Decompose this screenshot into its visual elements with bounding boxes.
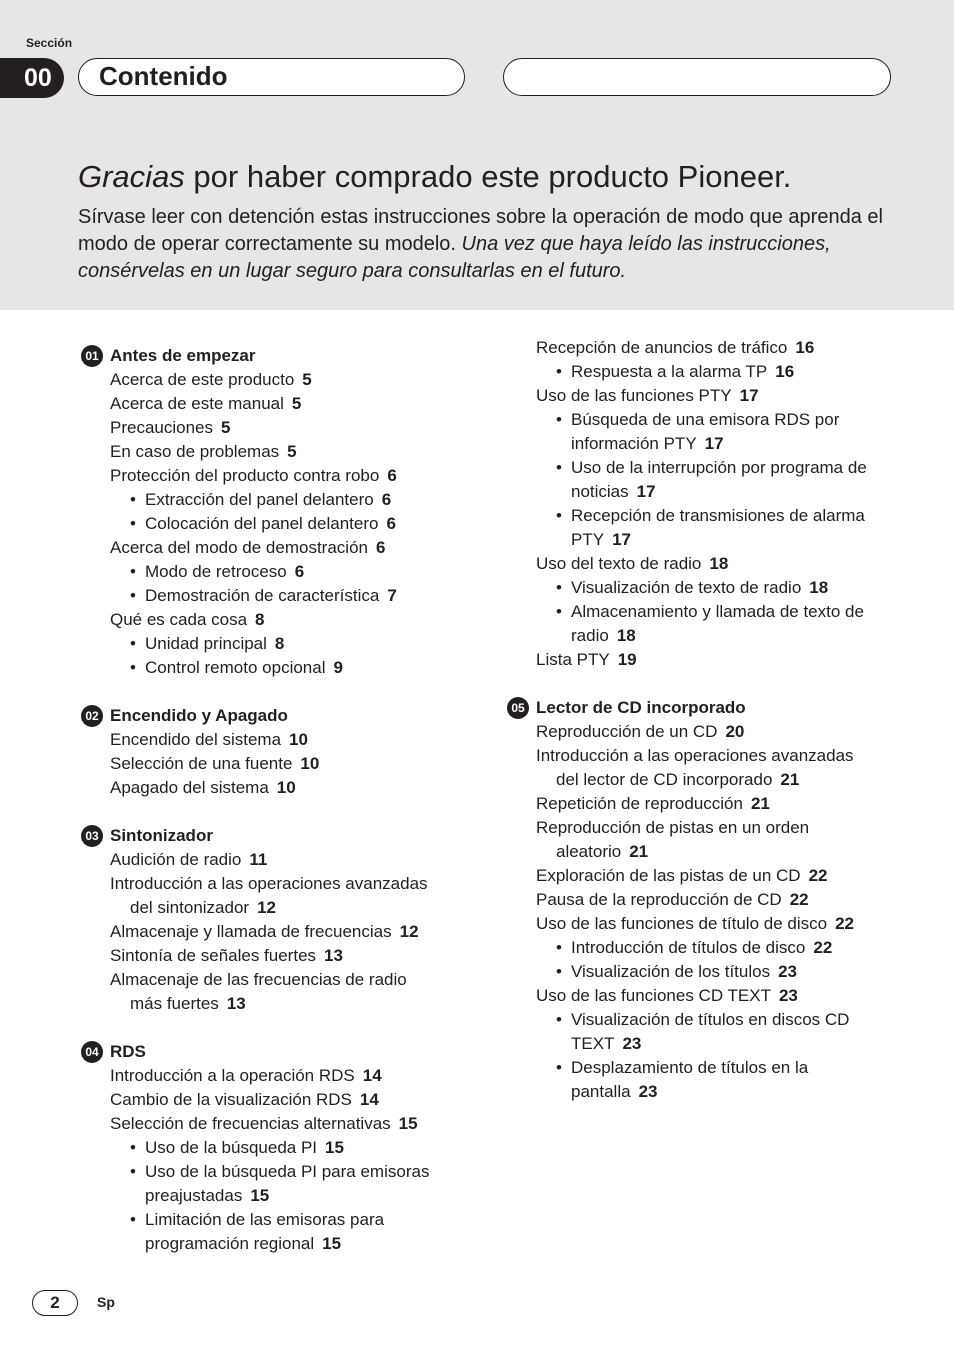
toc-entry[interactable]: Precauciones 5 xyxy=(110,418,231,437)
toc-subentry[interactable]: • Visualización de texto de radio 18 xyxy=(506,576,926,600)
toc-entry[interactable]: Acerca de este manual 5 xyxy=(110,394,302,413)
page-ref: 5 xyxy=(221,418,231,437)
toc-entry[interactable]: Qué es cada cosa 8 xyxy=(110,610,265,629)
chapter-badge: 01 xyxy=(81,345,103,367)
page-ref: 18 xyxy=(616,626,636,645)
page-ref: 23 xyxy=(638,1082,658,1101)
page-ref: 6 xyxy=(386,514,396,533)
page-ref: 17 xyxy=(739,386,759,405)
chapter-heading[interactable] xyxy=(80,344,500,368)
page-ref: 19 xyxy=(617,650,637,669)
page-ref: 22 xyxy=(813,938,833,957)
page-ref: 22 xyxy=(789,890,809,909)
toc-subentry[interactable]: • Visualización de los títulos 23 xyxy=(506,960,926,984)
toc-entry[interactable]: Apagado del sistema 10 xyxy=(110,778,296,797)
toc-entry[interactable]: Reproducción de pistas en un orden aleatorio 21 xyxy=(536,818,810,861)
page-ref: 10 xyxy=(289,730,308,749)
headline-rest: por haber comprado este producto Pioneer. xyxy=(184,159,792,194)
toc-subentry[interactable]: • Almacenamiento y llamada de texto de radio 18 xyxy=(506,600,926,648)
page-ref: 5 xyxy=(302,370,312,389)
toc-entry[interactable]: Recepción de anuncios de tráfico 16 xyxy=(536,338,815,357)
chapter-badge: 04 xyxy=(81,1041,103,1063)
page-ref: 15 xyxy=(250,1186,270,1205)
toc-entry[interactable]: Uso de las funciones CD TEXT 23 xyxy=(536,986,798,1005)
page-ref: 15 xyxy=(322,1234,342,1253)
page-ref: 17 xyxy=(704,434,724,453)
toc-subentry[interactable]: • Extracción del panel delantero 6 xyxy=(80,488,500,512)
page-ref: 6 xyxy=(375,538,386,557)
toc-entry[interactable]: Exploración de las pistas de un CD 22 xyxy=(536,866,828,885)
page-ref: 22 xyxy=(835,914,854,933)
toc-entry[interactable]: Cambio de la visualización RDS 14 xyxy=(110,1090,379,1109)
toc-column-right xyxy=(506,336,926,1104)
toc-entry[interactable]: Encendido del sistema 10 xyxy=(110,730,308,749)
toc-subentry[interactable]: • Uso de la interrupción por programa de noticias 17 xyxy=(506,456,926,504)
page-ref: 7 xyxy=(387,586,397,605)
page-ref: 23 xyxy=(778,986,798,1005)
page-ref: 8 xyxy=(274,634,285,653)
empty-pill xyxy=(503,58,891,96)
toc-entry[interactable]: Uso de las funciones de título de disco 22 xyxy=(536,914,854,933)
section-label: Sección xyxy=(26,36,73,50)
section-number: 00 xyxy=(0,58,64,98)
page-ref: 20 xyxy=(725,722,745,741)
intro-italic: Una vez que haya leído las instrucciones, consérvelas en un lugar seguro para consultarlas en el futuro. xyxy=(78,233,831,282)
toc-entry[interactable]: Introducción a la operación RDS 14 xyxy=(110,1066,382,1085)
chapter-title: Antes de empezar xyxy=(110,346,256,365)
toc-subentry[interactable]: • Introducción de títulos de disco 22 xyxy=(506,936,926,960)
page-ref: 21 xyxy=(780,770,800,789)
page-ref: 5 xyxy=(287,442,297,461)
page-ref: 6 xyxy=(381,490,392,509)
toc-subentry[interactable]: • Colocación del panel delantero 6 xyxy=(80,512,500,536)
toc-entry[interactable]: Selección de frecuencias alternativas 15 xyxy=(110,1114,418,1133)
page-ref: 12 xyxy=(257,898,276,917)
chapter-badge: 05 xyxy=(507,697,529,719)
intro-plain: Sírvase leer con detención estas instrucciones sobre la operación de modo que aprenda el modo de operar correctamente su modelo. xyxy=(78,206,883,255)
toc-entry[interactable]: Introducción a las operaciones avanzadas del sintonizador 12 xyxy=(110,874,428,917)
toc-entry[interactable]: Sintonía de señales fuertes 13 xyxy=(110,946,343,965)
page-ref: 13 xyxy=(226,994,246,1013)
page-ref: 10 xyxy=(300,754,320,773)
toc-entry[interactable]: Almacenaje y llamada de frecuencias 12 xyxy=(110,922,419,941)
page-ref: 13 xyxy=(324,946,343,965)
page-ref: 6 xyxy=(294,562,305,581)
toc-entry[interactable]: Protección del producto contra robo 6 xyxy=(110,466,397,485)
toc-entry[interactable]: Uso de las funciones PTY 17 xyxy=(536,386,759,405)
chapter-title: Sintonizador xyxy=(110,826,213,845)
page-ref: 5 xyxy=(291,394,302,413)
page-ref: 21 xyxy=(750,794,770,813)
toc-subentry[interactable]: • Demostración de característica 7 xyxy=(80,584,500,608)
page-ref: 18 xyxy=(809,578,829,597)
toc-subentry[interactable]: • Visualización de títulos en discos CD TEXT 23 xyxy=(506,1008,926,1056)
toc-entry[interactable]: Reproducción de un CD 20 xyxy=(536,722,745,741)
chapter-heading[interactable] xyxy=(80,824,500,848)
toc-entry[interactable]: Almacenaje de las frecuencias de radio más fuertes 13 xyxy=(110,970,407,1013)
language-code: Sp xyxy=(97,1294,115,1310)
toc-entry[interactable]: En caso de problemas 5 xyxy=(110,442,297,461)
page-ref: 11 xyxy=(249,850,268,869)
page-ref: 9 xyxy=(333,658,343,677)
toc-subentry[interactable]: • Búsqueda de una emisora RDS por información PTY 17 xyxy=(506,408,926,456)
page-ref: 15 xyxy=(398,1114,418,1133)
toc-entry[interactable]: Pausa de la reproducción de CD 22 xyxy=(536,890,809,909)
toc-subentry[interactable]: • Control remoto opcional 9 xyxy=(80,656,500,680)
toc-entry[interactable]: Repetición de reproducción 21 xyxy=(536,794,770,813)
toc-subentry[interactable]: • Respuesta a la alarma TP 16 xyxy=(506,360,926,384)
title-pill xyxy=(78,58,465,96)
toc-entry[interactable]: Selección de una fuente 10 xyxy=(110,754,320,773)
page-ref: 23 xyxy=(622,1034,642,1053)
page-ref: 10 xyxy=(276,778,296,797)
toc-entry[interactable]: Acerca del modo de demostración 6 xyxy=(110,538,386,557)
chapter-badge: 02 xyxy=(81,705,103,727)
page-title: Contenido xyxy=(99,61,228,91)
toc-subentry[interactable]: • Limitación de las emisoras para programación regional 15 xyxy=(80,1208,500,1256)
toc-column-left xyxy=(80,334,500,1256)
page-ref: 16 xyxy=(795,338,815,357)
page-ref: 8 xyxy=(255,610,265,629)
toc-entry[interactable]: Audición de radio 11 xyxy=(110,850,268,869)
chapter-badge: 03 xyxy=(81,825,103,847)
page-ref: 17 xyxy=(636,482,656,501)
toc-entry[interactable]: Introducción a las operaciones avanzadas del lector de CD incorporado 21 xyxy=(536,746,854,789)
page-ref: 12 xyxy=(399,922,419,941)
page-ref: 14 xyxy=(359,1090,379,1109)
toc-subentry[interactable]: • Uso de la búsqueda PI 15 xyxy=(80,1136,500,1160)
chapter-heading[interactable] xyxy=(80,1040,500,1064)
page-ref: 23 xyxy=(778,962,797,981)
toc-subentry[interactable]: • Uso de la búsqueda PI para emisoras preajustadas 15 xyxy=(80,1160,500,1208)
toc-subentry[interactable]: • Modo de retroceso 6 xyxy=(80,560,500,584)
page-number: 2 xyxy=(32,1290,78,1316)
toc-entry[interactable]: Acerca de este producto 5 xyxy=(110,370,312,389)
intro-text xyxy=(78,204,908,285)
chapter-heading[interactable] xyxy=(80,704,500,728)
page-ref: 15 xyxy=(325,1138,344,1157)
toc-subentry[interactable]: • Recepción de transmisiones de alarma PTY 17 xyxy=(506,504,926,552)
page-ref: 22 xyxy=(808,866,828,885)
headline xyxy=(78,155,791,199)
chapter-title: RDS xyxy=(110,1042,146,1061)
toc-subentry[interactable]: • Unidad principal 8 xyxy=(80,632,500,656)
page-ref: 17 xyxy=(612,530,631,549)
page-ref: 16 xyxy=(775,362,795,381)
chapter-heading[interactable] xyxy=(506,696,926,720)
page-ref: 14 xyxy=(362,1066,382,1085)
headline-italic: Gracias xyxy=(78,159,185,194)
toc-entry[interactable]: Lista PTY 19 xyxy=(536,650,637,669)
chapter-title: Lector de CD incorporado xyxy=(536,698,746,717)
toc-entry[interactable]: Uso del texto de radio 18 xyxy=(536,554,729,573)
toc-subentry[interactable]: • Desplazamiento de títulos en la pantalla 23 xyxy=(506,1056,926,1104)
page-ref: 18 xyxy=(709,554,729,573)
chapter-title: Encendido y Apagado xyxy=(110,706,288,725)
page-ref: 6 xyxy=(387,466,397,485)
page-ref: 21 xyxy=(629,842,649,861)
